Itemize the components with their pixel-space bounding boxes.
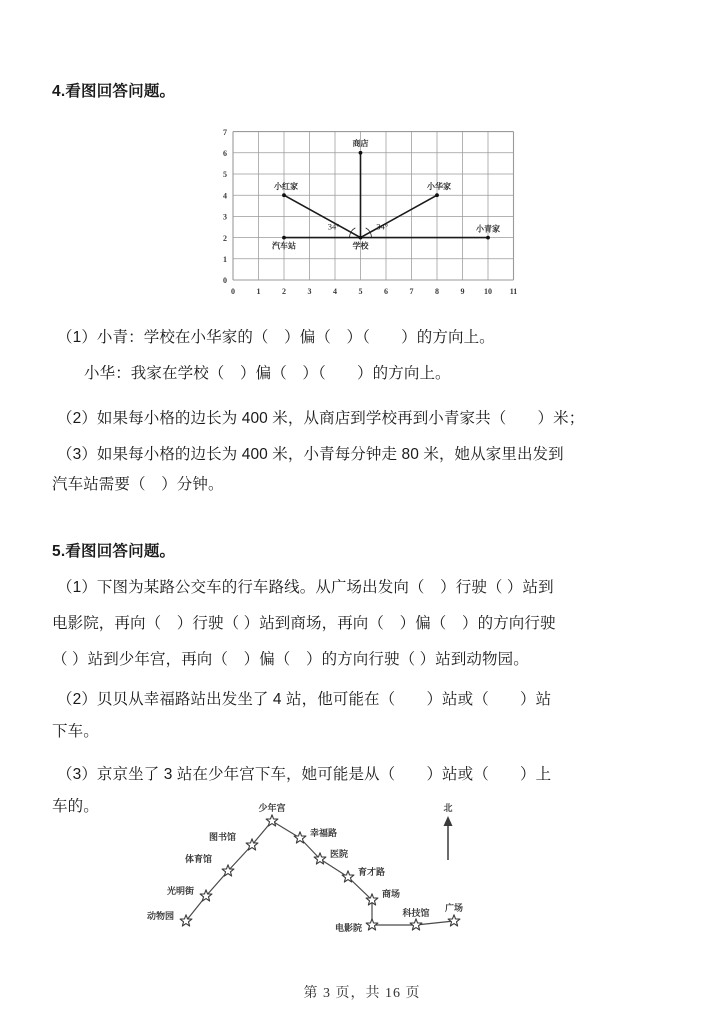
x-axis-tick: 6	[384, 287, 388, 296]
y-axis-tick: 6	[223, 149, 227, 158]
x-axis-tick: 9	[460, 287, 465, 296]
y-axis-tick: 2	[223, 233, 227, 243]
bus-stop-label: 广场	[444, 904, 464, 914]
x-axis-tick: 5	[358, 287, 363, 296]
bus-stop-label: 体育馆	[184, 855, 212, 865]
bus-stop-label: 幸福路	[310, 829, 338, 839]
bus-stop-star-icon	[266, 815, 278, 826]
map-point-marker	[359, 151, 363, 155]
angle-label: 34°	[327, 221, 340, 232]
compass-north-label: 北	[443, 804, 453, 814]
bus-stop-label: 育才路	[358, 868, 386, 878]
y-axis-tick: 0	[223, 276, 227, 286]
q4-line-1: （1）小青：学校在小华家的（ ）偏（ ）（ ）的方向上。	[57, 329, 495, 346]
bus-stop-star-icon	[294, 832, 306, 843]
q5-line-3: （ ）站到少年宫，再向（ ）偏（ ）的方向行驶（ ）站到动物园。	[52, 651, 529, 668]
x-axis-tick: 0	[231, 287, 235, 296]
x-axis-tick: 10	[484, 287, 492, 296]
q4-line-3: （2）如果每小格的边长为 400 米，从商店到学校再到小青家共（ ）米；	[57, 410, 585, 427]
map-point-label: 学校	[352, 241, 369, 251]
y-axis-tick: 1	[223, 255, 227, 264]
x-axis-tick: 4	[333, 287, 337, 296]
bus-stop-label: 光明街	[166, 887, 194, 897]
map-point-marker	[359, 236, 363, 240]
map-point-label: 小华家	[427, 182, 451, 192]
bus-stop-label: 图书馆	[208, 833, 236, 843]
page-footer: 第 3 页，共 16 页	[303, 986, 421, 1001]
question-4-coordinate-figure	[205, 112, 525, 304]
question-4-title: 4.看图回答问题。	[52, 83, 176, 100]
x-axis-tick: 8	[435, 287, 439, 296]
bus-stop-star-icon	[366, 919, 378, 930]
q5-line-2: 电影院，再向（ ）行驶（ ）站到商场，再向（ ）偏（ ）的方向行驶	[52, 615, 556, 632]
y-axis-tick: 5	[223, 170, 227, 180]
q5-line-5: 下车。	[52, 723, 99, 740]
map-point-marker	[435, 193, 439, 197]
q4-line-2: 小华：我家在学校（ ）偏（ ）（ ）的方向上。	[84, 365, 451, 382]
bus-stop-label: 电影院	[334, 924, 362, 934]
map-point-label: 商店	[352, 138, 369, 148]
bus-stop-label: 科技馆	[402, 909, 430, 919]
q4-line-4: （3）如果每小格的边长为 400 米，小青每分钟走 80 米，她从家里出发到	[57, 446, 564, 463]
bus-stop-label: 动物园	[146, 912, 174, 922]
q5-line-4: （2）贝贝从幸福路站出发坐了 4 站，他可能在（ ）站或（ ）站	[57, 691, 552, 708]
bus-stop-star-icon	[448, 915, 460, 926]
y-axis-tick: 7	[223, 127, 227, 137]
compass-arrow-icon	[444, 816, 453, 826]
bus-stop-label: 医院	[330, 850, 349, 860]
bus-stop-label: 商场	[382, 890, 401, 900]
x-axis-tick: 2	[282, 287, 286, 296]
map-point-label: 小红家	[274, 182, 298, 192]
map-point-label: 小青家	[476, 224, 500, 234]
y-axis-tick: 4	[223, 191, 227, 201]
map-point-marker	[282, 193, 286, 197]
question-5-title: 5.看图回答问题。	[52, 543, 176, 560]
map-point-marker	[282, 236, 286, 240]
map-point-label: 汽车站	[272, 241, 296, 251]
question-5-bus-route-figure	[100, 788, 500, 968]
bus-stop-star-icon	[410, 919, 422, 930]
bus-stop-label: 少年宫	[258, 804, 286, 814]
q5-line-7: 车的。	[52, 798, 99, 815]
q5-line-1: （1）下图为某路公交车的行车路线。从广场出发向（ ）行驶（ ）站到	[57, 579, 554, 596]
q5-line-6: （3）京京坐了 3 站在少年宫下车，她可能是从（ ）站或（ ）上	[57, 766, 552, 783]
x-axis-tick: 11	[509, 287, 518, 296]
x-axis-tick: 1	[256, 287, 261, 296]
x-axis-tick: 3	[307, 287, 312, 296]
map-point-marker	[486, 236, 490, 240]
q4-line-5: 汽车站需要（ ）分钟。	[52, 476, 224, 493]
x-axis-tick: 7	[409, 287, 414, 296]
angle-label: 34°	[376, 221, 389, 232]
y-axis-tick: 3	[223, 212, 227, 222]
